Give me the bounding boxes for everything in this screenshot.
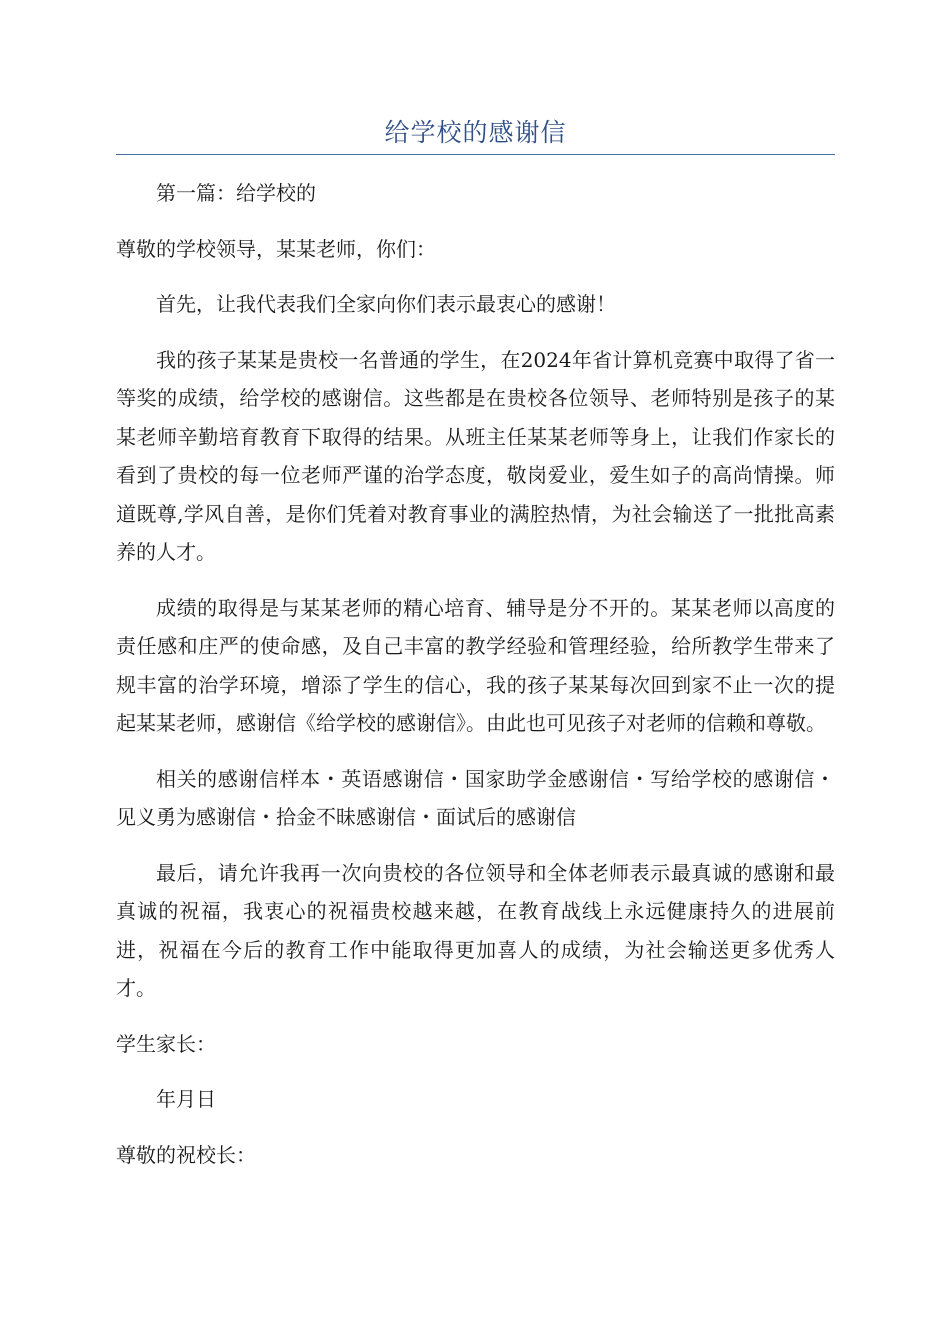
paragraph-body-2: 成绩的取得是与某某老师的精心培育、辅导是分不开的。某某老师以高度的责任感和庄严的使命感，及自己丰富的教学经验和管理经验，给所教学生带来了规丰富的治学环境，增添了学生的信心，我的孩子某某每次回到家不止一次的提起某某老师，感谢信《给学校的感谢信》。由此也可见孩子对老师的信赖和尊敬。 [116,595,835,735]
paragraph-date: 年月日 [156,1087,216,1111]
paragraph-salutation: 尊敬的学校领导，某某老师，你们： [116,236,436,261]
paragraph-next-salutation: 尊敬的祝校长： [116,1142,256,1167]
paragraph-signature: 学生家长： [116,1031,216,1056]
document-body [116,174,835,1191]
paragraph-opening: 首先，让我代表我们全家向你们表示最衷心的感谢！ [156,292,616,316]
paragraph-related-samples: 相关的感谢信样本・英语感谢信・国家助学金感谢信・写给学校的感谢信・见义勇为感谢信・拾金不昧感谢信・面试后的感谢信 [116,766,835,829]
document-title: 给学校的感谢信 [384,118,567,147]
title-underline [116,154,835,155]
paragraph-section-heading: 第一篇：给学校的 [156,181,316,205]
paragraph-closing: 最后，请允许我再一次向贵校的各位领导和全体老师表示最真诚的感谢和最真诚的祝福，我衷心的祝福贵校越来越，在教育战线上永远健康持久的进展前进，祝福在今后的教育工作中能取得更加喜人的成绩，为社会输送更多优秀人才。 [116,860,835,1000]
paragraph-body-1: 我的孩子某某是贵校一名普通的学生，在2024年省计算机竞赛中取得了省一等奖的成绩，给学校的感谢信。这些都是在贵校各位领导、老师特别是孩子的某某老师辛勤培育教育下取得的结果。从班主任某某老师等身上，让我们作家长的看到了贵校的每一位老师严谨的治学态度，敬岗爱业，爱生如子的高尚情操。师道既尊,学风自善，是你们凭着对教育事业的满腔热情，为社会输送了一批批高素养的人才。 [116,347,835,564]
